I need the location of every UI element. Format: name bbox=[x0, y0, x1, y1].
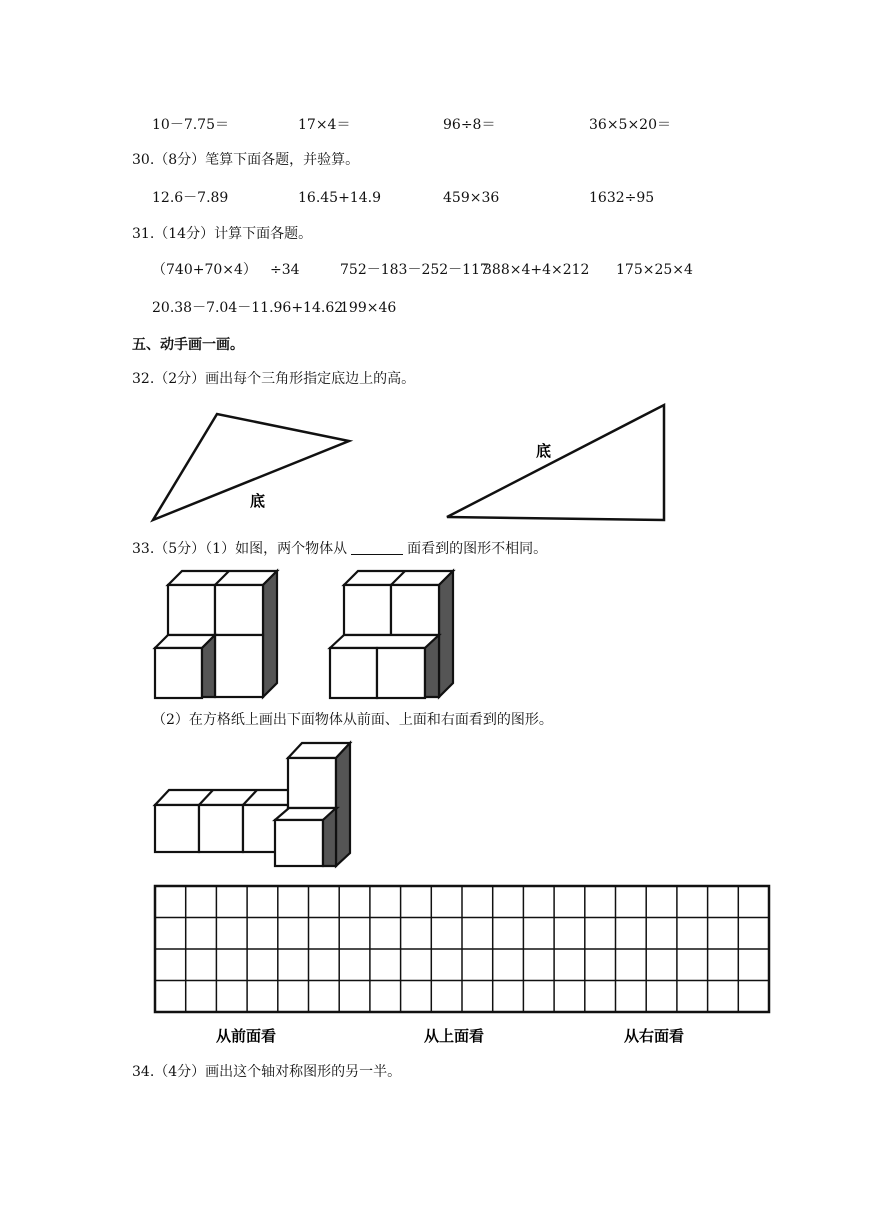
q31-expr-6: 199×46 bbox=[340, 300, 397, 316]
q31-expr-2: 752－183－252－117 bbox=[340, 262, 489, 278]
q30-item-1: 12.6－7.89 bbox=[152, 190, 229, 206]
q34-prompt: 34.（4分）画出这个轴对称图形的另一半。 bbox=[132, 1064, 402, 1080]
q33-prompt-before: 33.（5分）（1）如图，两个物体从 bbox=[132, 541, 348, 557]
q29-expr-3: 96÷8＝ bbox=[443, 117, 496, 133]
q30-prompt: 30.（8分）笔算下面各题，并验算。 bbox=[132, 152, 360, 168]
object-2 bbox=[330, 571, 453, 698]
q29-expr-2: 17×4＝ bbox=[298, 117, 351, 133]
grid-paper bbox=[155, 886, 769, 1012]
base-label-2: 底 bbox=[536, 442, 552, 460]
q31-expr-5: 20.38－7.04－11.96+14.62 bbox=[152, 300, 344, 316]
q29-expr-1: 10－7.75＝ bbox=[152, 117, 229, 133]
q31-expr-3: 388×4+4×212 bbox=[483, 262, 590, 278]
q31-expr-1a: （740+70×4） bbox=[152, 262, 257, 278]
q30-item-3: 459×36 bbox=[443, 190, 500, 206]
base-label-1: 底 bbox=[250, 492, 266, 510]
triangle-2 bbox=[447, 405, 664, 520]
q31-expr-4: 175×25×4 bbox=[616, 262, 693, 278]
grid-label-top: 从上面看 bbox=[424, 1027, 485, 1045]
grid-label-front: 从前面看 bbox=[216, 1027, 277, 1045]
q29-expr-4: 36×5×20＝ bbox=[589, 117, 671, 133]
q33-part2-prompt: （2）在方格纸上画出下面物体从前面、上面和右面看到的图形。 bbox=[152, 712, 553, 728]
q33-prompt bbox=[132, 540, 547, 558]
object-1 bbox=[155, 571, 277, 698]
section-heading: 五、动手画一画。 bbox=[132, 337, 244, 353]
q30-item-4: 1632÷95 bbox=[589, 190, 655, 206]
q32-prompt: 32.（2分）画出每个三角形指定底边上的高。 bbox=[132, 371, 416, 387]
grid-label-right: 从右面看 bbox=[624, 1027, 685, 1045]
q33-prompt-after: 面看到的图形不相同。 bbox=[407, 541, 548, 557]
q30-item-2: 16.45+14.9 bbox=[298, 190, 381, 206]
q31-expr-1b: ÷34 bbox=[270, 262, 300, 278]
object-3 bbox=[155, 743, 350, 866]
answer-blank[interactable] bbox=[351, 540, 403, 555]
q31-prompt: 31.（14分）计算下面各题。 bbox=[132, 226, 313, 242]
